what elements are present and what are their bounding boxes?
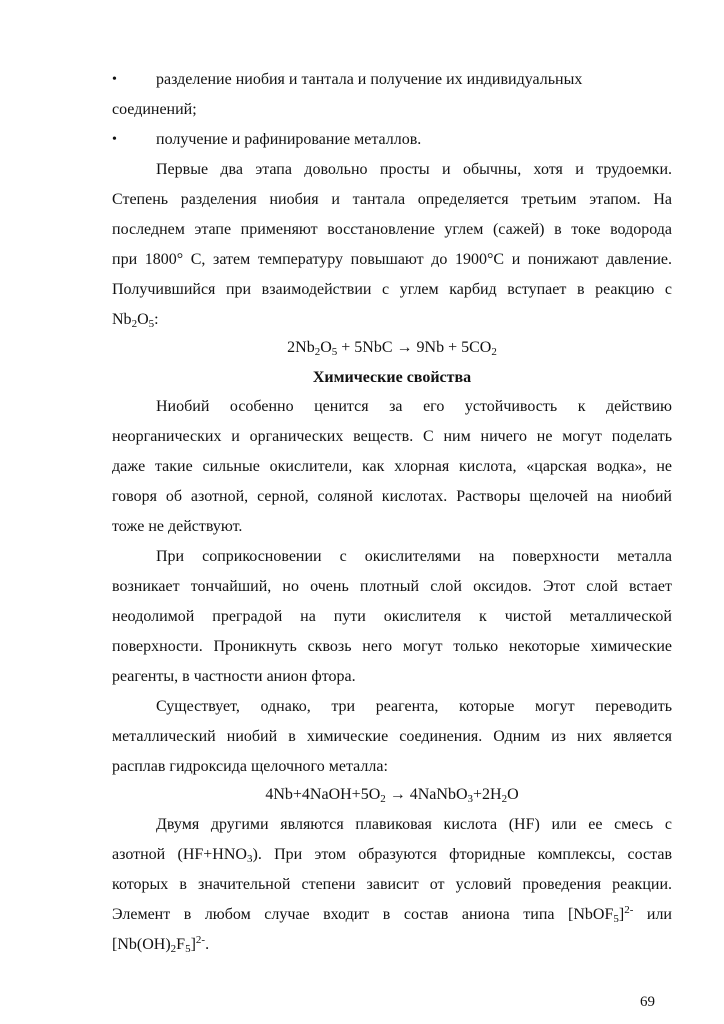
paragraph-1-formula-tail: $Nb_2O_5$: — [112, 311, 159, 330]
page-number: 69 — [640, 994, 655, 1010]
paragraph-4-line-3: расплав гидроксида щелочного металла: — [112, 758, 388, 775]
bullet-1-line-1: разделение ниобия и тантала и получение их индивидуальных — [156, 71, 583, 88]
paragraph-5-line-5: $[Nb(OH)_2F_5]^{2-}$. — [112, 934, 210, 955]
paragraph-2-line-2: неорганических и органических веществ. С ним ничего не могут поделать — [112, 428, 672, 445]
bullet-1-symbol: • — [112, 72, 117, 87]
paragraph-5-line-1: Двумя другими являются плавиковая кислота (HF) или ее смесь с — [156, 816, 672, 833]
paragraph-1-line-3: последнем этапе применяют восстановление углем (сажей) в токе водорода — [112, 221, 672, 238]
equation-2: $4Nb+4NaOH+5O_2$ → $4NaNbO_3+2H_2O$ — [265, 786, 519, 805]
paragraph-3-line-2: возникает тончайший, но очень плотный слой оксидов. Этот слой встает — [112, 578, 672, 595]
bullet-1-line-2: соединений; — [112, 101, 197, 118]
paragraph-2-line-5: тоже не действуют. — [112, 518, 243, 535]
section-heading: Химические свойства — [312, 369, 472, 386]
paragraph-3-line-1: При соприкосновении с окислителями на поверхности металла — [156, 548, 672, 565]
paragraph-5-line-2: азотной $(HF+HNO_3)$. При этом образуются фторидные комплексы, состав — [112, 846, 673, 865]
paragraph-3-line-5: реагенты, в частности анион фтора. — [112, 668, 356, 685]
paragraph-3-line-4: поверхности. Проникнуть сквозь него могут только некоторые химические — [112, 638, 672, 655]
paragraph-2-line-1: Ниобий особенно ценится за его устойчивость к действию — [156, 398, 672, 415]
bullet-2-line-1: получение и рафинирование металлов. — [156, 131, 422, 148]
paragraph-5-line-3: которых в значительной степени зависит от условий проведения реакции. — [112, 876, 672, 893]
paragraph-4-line-2: металлический ниобий в химические соединения. Одним из них является — [112, 728, 672, 745]
paragraph-5-line-4: Элемент в любом случае входит в состав аниона типа [NbOF$_5$]$^{2-}$ или — [112, 904, 672, 925]
paragraph-4-line-1: Существует, однако, три реагента, которые могут переводить — [156, 698, 672, 715]
equation-1: $2Nb_2O_5 + 5NbC \to 9Nb + 5CO_2$ — [287, 339, 497, 358]
paragraph-1-line-4: при 1800° С, затем температуру повышают до 1900°С и понижают давление. — [112, 251, 672, 268]
paragraph-1-line-5: Получившийся при взаимодействии с углем карбид вступает в реакцию с — [112, 281, 672, 298]
paragraph-1-line-2: Степень разделения ниобия и тантала определяется третьим этапом. На — [112, 191, 672, 208]
bullet-2-symbol: • — [112, 132, 117, 147]
paragraph-2-line-4: говоря об азотной, серной, соляной кислотах. Растворы щелочей на ниобий — [112, 488, 672, 505]
paragraph-3-line-3: неодолимой преградой на пути окислителя к чистой металлической — [112, 608, 672, 625]
paragraph-2-line-3: даже такие сильные окислители, как хлорная кислота, «царская водка», не — [112, 458, 672, 475]
paragraph-1-line-1: Первые два этапа довольно просты и обычны, хотя и трудоемки. — [156, 161, 672, 178]
